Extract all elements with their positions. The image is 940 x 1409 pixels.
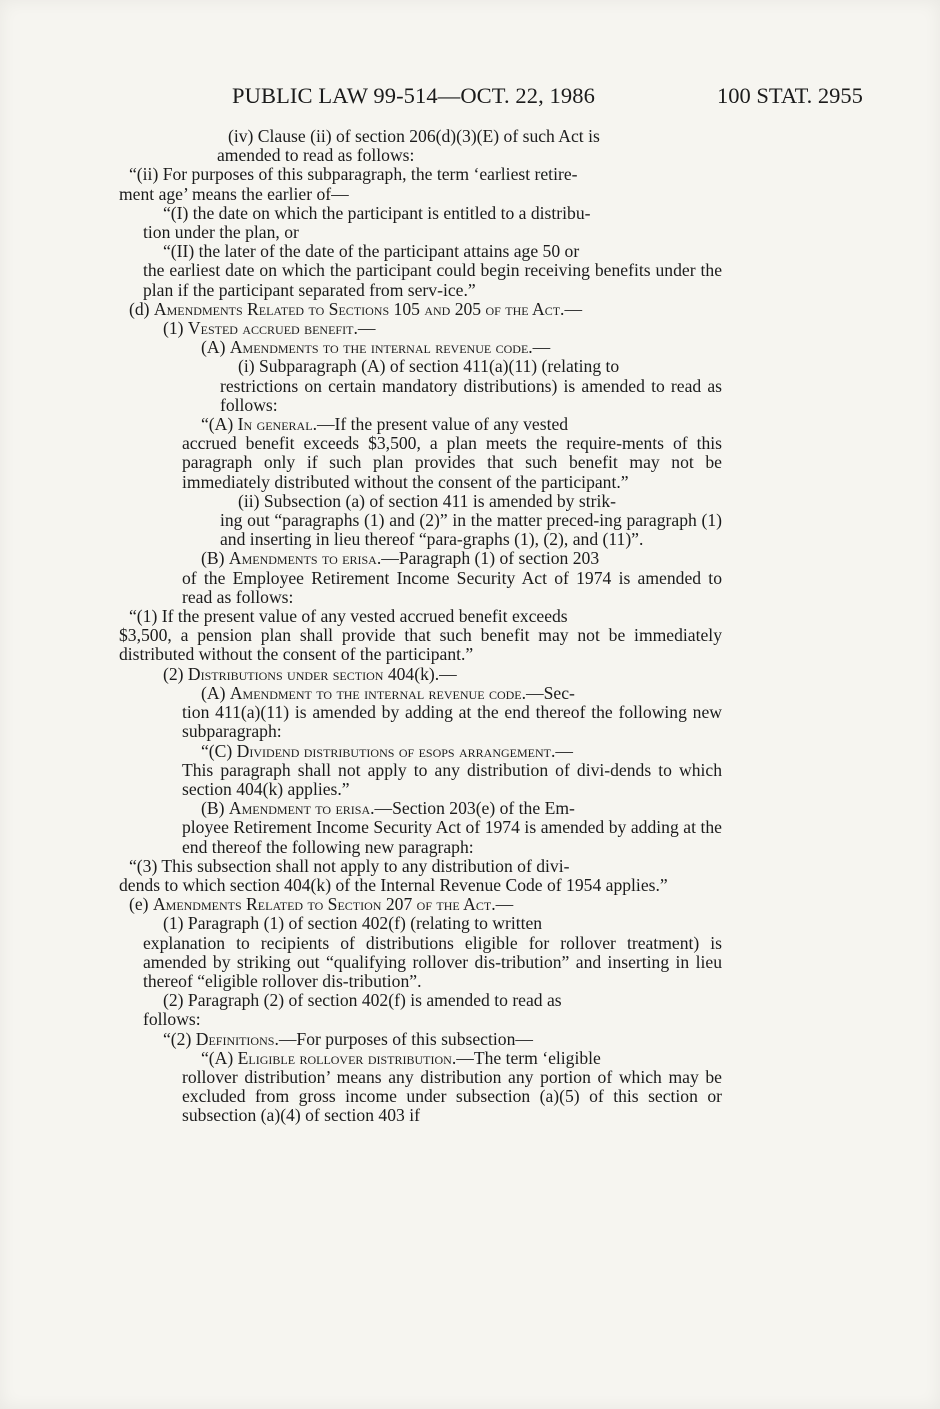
erisa-paragraph-1 — [0, 607, 940, 665]
in-general-rest: accrued benefit exceeds $3,500, a plan meets the require-ments of this paragraph only if such plan provides that such benefit may not be immediately distributed without the consent of the participant.” — [182, 433, 722, 492]
subparagraph-2B-first-line: (B) Amendment to erisa.—Section 203(e) of the Em- — [201, 798, 575, 819]
subsection-e-paragraph-1 — [0, 914, 940, 991]
erisa-paragraph-3-rest: dends to which section 404(k) of the Internal Revenue Code of 1954 applies.” — [119, 874, 668, 895]
erisa-paragraph-3-first-line: “(3) This subsection shall not apply to any distribution of divi- — [129, 855, 570, 876]
clause-II — [0, 242, 940, 300]
erisa-paragraph-3 — [0, 857, 940, 895]
clause-II-first-line: “(II) the later of the date of the participant attains age 50 or — [163, 241, 580, 262]
public-law-citation: PUBLIC LAW 99-514—OCT. 22, 1986 — [232, 83, 595, 108]
definitions-heading: “(2) Definitions.—For purposes of this subsection— — [163, 1028, 533, 1049]
eligible-rollover-distribution — [0, 1049, 940, 1126]
statute-body — [0, 127, 940, 1126]
clause-i-first-line: (i) Subparagraph (A) of section 411(a)(11) (relating to — [238, 356, 620, 377]
subsection-e-paragraph-2-first-line: (2) Paragraph (2) of section 402(f) is amended to read as — [163, 990, 562, 1011]
statute-page-number: 100 STAT. 2955 — [717, 83, 863, 108]
eligible-rollover-rest: rollover distribution’ means any distribution any portion of which may be excluded from gross income under subsection (a)(5) of this section or subsection (a)(4) of section 403 if — [182, 1066, 722, 1126]
subparagraph-B-erisa — [0, 549, 940, 607]
subparagraph-2A-first-line: (A) Amendment to the internal revenue code.—Sec- — [201, 682, 575, 703]
erisa-paragraph-1-rest: $3,500, a pension plan shall provide that such benefit may not be immediately distributed without the consent of the participant.” — [119, 625, 722, 665]
subparagraph-2A-rest: tion 411(a)(11) is amended by adding at the end thereof the following new subparagraph: — [182, 702, 722, 742]
paragraph-ii-rest: ment age’ means the earlier of— — [119, 183, 349, 204]
subparagraph-C-dividends — [0, 742, 940, 800]
paragraph-2-heading: (2) Distributions under section 404(k).— — [163, 663, 457, 684]
subparagraph-B-rest: of the Employee Retirement Income Security Act of 1974 is amended to read as follows: — [182, 567, 722, 607]
paragraph-iv — [0, 127, 940, 165]
in-general-paragraph — [0, 415, 940, 492]
eligible-rollover-first-line: “(A) Eligible rollover distribution.—The term ‘eligible — [201, 1047, 601, 1068]
subparagraph-B-first-line: (B) Amendments to erisa.—Paragraph (1) of section 203 — [201, 548, 600, 569]
clause-I-rest: tion under the plan, or — [143, 222, 299, 243]
paragraph-1-heading: (1) Vested accrued benefit.— — [163, 318, 376, 339]
subsection-e-paragraph-1-rest: explanation to recipients of distributions eligible for rollover treatment) is amended by striking out “qualifying rollover dis-tribution” and inserting in lieu thereof “eligible rollover dis-tribution”. — [143, 932, 722, 991]
subparagraph-2B-rest: ployee Retirement Income Security Act of 1974 is amended by adding at the end thereof the following new paragraph: — [182, 817, 722, 857]
subsection-e-paragraph-1-first-line: (1) Paragraph (1) of section 402(f) (relating to written — [163, 913, 543, 934]
clause-I-first-line: “(I) the date on which the participant is entitled to a distribu- — [163, 202, 591, 223]
subparagraph-2B — [0, 799, 940, 857]
clause-I — [0, 204, 940, 242]
subsection-e-paragraph-2-rest: follows: — [143, 1009, 201, 1030]
subparagraph-2A — [0, 684, 940, 742]
subparagraph-C-first-line: “(C) Dividend distributions of esops arrangement.— — [201, 740, 573, 761]
subparagraph-C-rest: This paragraph shall not apply to any distribution of divi-dends to which section 404(k) applies.” — [182, 759, 722, 799]
subsection-e-paragraph-2 — [0, 991, 940, 1029]
page-header — [0, 83, 940, 113]
erisa-paragraph-1-first-line: “(1) If the present value of any vested accrued benefit exceeds — [129, 606, 568, 627]
paragraph-ii-first-line: “(ii) For purposes of this subparagraph, the term ‘earliest retire- — [129, 164, 578, 185]
clause-ii-411-first-line: (ii) Subsection (a) of section 411 is amended by strik- — [238, 490, 617, 511]
clause-II-rest: the earliest date on which the participant could begin receiving benefits under the plan if the participant separated from serv-ice.” — [143, 260, 722, 300]
paragraph-iv-first-line: (iv) Clause (ii) of section 206(d)(3)(E) of such Act is — [228, 126, 600, 146]
clause-ii-411 — [0, 492, 940, 550]
clause-ii-411-rest: ing out “paragraphs (1) and (2)” in the matter preced-ing paragraph (1) and inserting in lieu thereof “para-graphs (1), (2), and (11)”. — [220, 510, 722, 550]
in-general-first-line: “(A) In general.—If the present value of any vested — [201, 414, 569, 435]
subsection-d-heading: (d) Amendments Related to Sections 105 and 205 of the Act.— — [129, 298, 583, 319]
clause-i — [0, 357, 940, 415]
paragraph-earliest-retirement-age — [0, 165, 940, 203]
paragraph-iv-rest: amended to read as follows: — [217, 145, 415, 166]
subsection-e-heading: (e) Amendments Related to Section 207 of the Act.— — [129, 894, 514, 915]
subparagraph-A-heading: (A) Amendments to the internal revenue code.— — [201, 337, 551, 358]
clause-i-rest: restrictions on certain mandatory distributions) is amended to read as follows: — [220, 375, 722, 415]
